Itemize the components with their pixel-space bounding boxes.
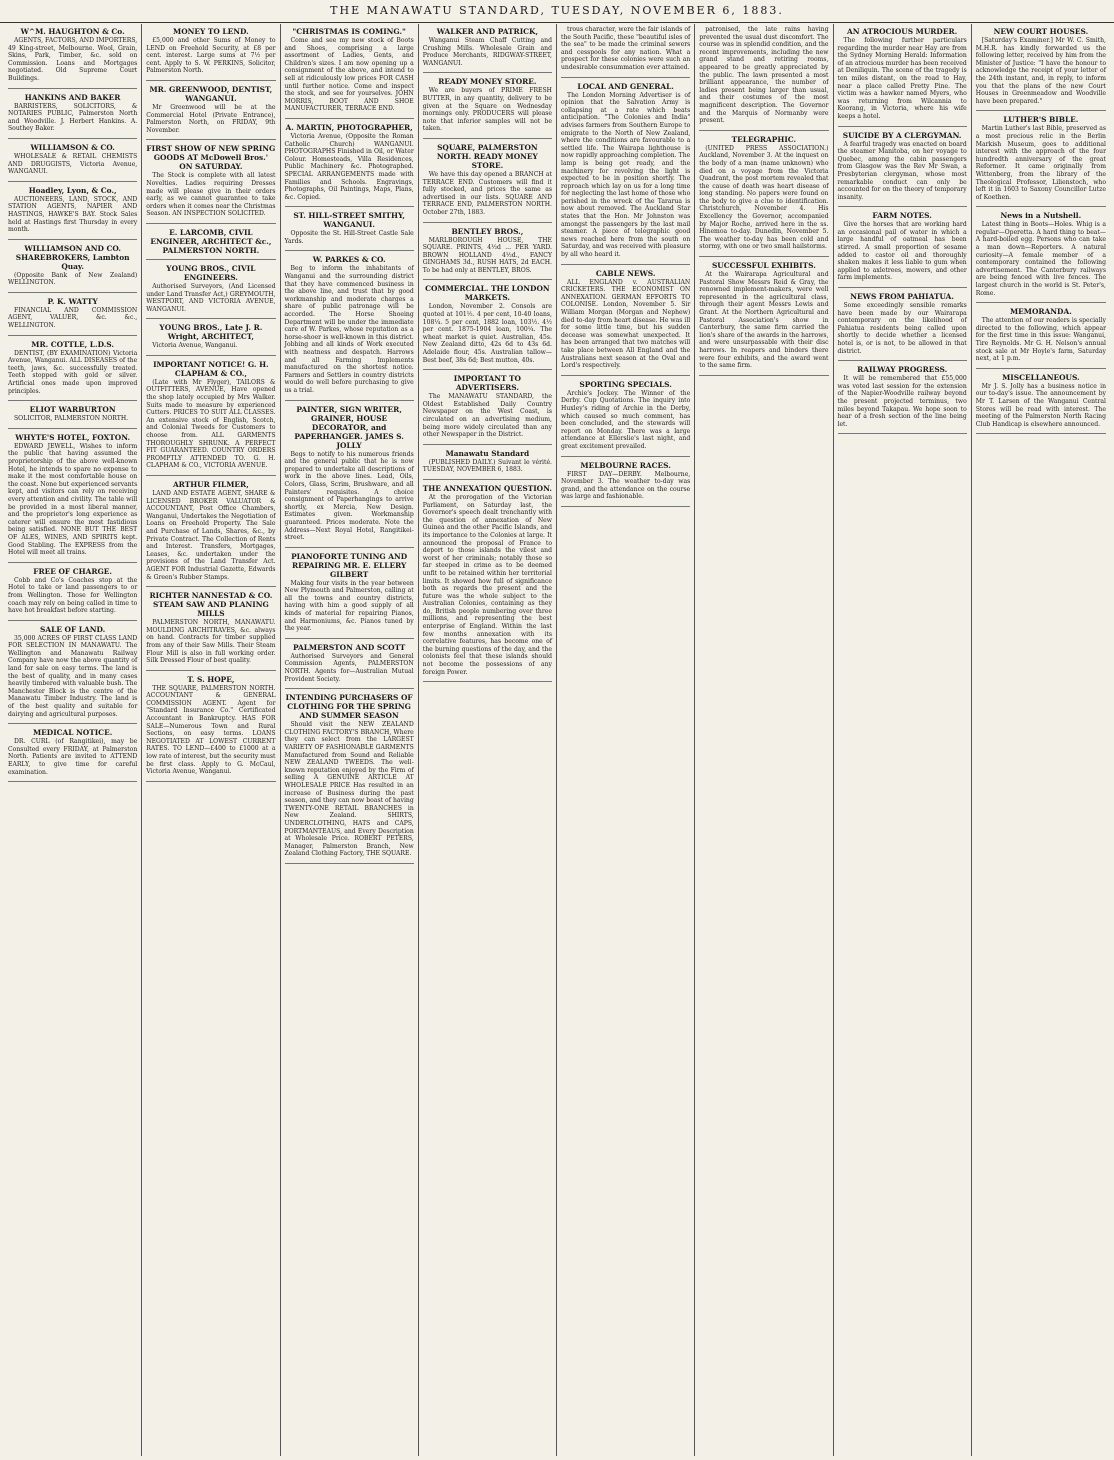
- newspaper-columns: [4, 24, 1110, 1456]
- article-heading: W^M. HAUGHTON & Co.: [20, 27, 125, 36]
- column-7: [834, 24, 972, 1456]
- article-block: [8, 27, 137, 89]
- article-heading: News in a Nutshell.: [1000, 211, 1082, 221]
- article-block: [146, 85, 275, 140]
- article-body: AUCTIONEERS, LAND, STOCK, AND STATION AGENTS, NAPIER AND HASTINGS, HAWKE'S BAY. Stock Sales held at Hastings first Thursday in every month.: [8, 195, 138, 234]
- article-body: WHOLESALE & RETAIL CHEMISTS AND DRUGGISTS, Victoria Avenue, WANGANUI.: [8, 152, 138, 176]
- article-body: [Saturday's Examiner.] Mr W. C. Smith, M.H.R. has kindly forwarded us the following letter, received by him from the Minister of Justice: "I have the honour to acknowledge the receipt of your letter of the 24th instant, and, in reply, to inform you that the plans of the new Court Houses in Greenmeadow and Woodville have been prepared.": [975, 37, 1106, 105]
- article-heading: WALKER AND PATRICK,: [436, 27, 539, 36]
- article-block: [8, 186, 137, 240]
- article-body: Some exceedingly sensible remarks have been made by our Wairarapa contemporary on the likelihood of Pahiatua residents being called upon shortly to decide whether a licensed hotel is, or is not, to be allowed in that district.: [837, 302, 967, 355]
- article-body: The attention of our readers is specially directed to the following, which appear for the first time in this issue: Wanganui, Tire Reynolds. Mr G. H. Nelson's annual stock sale at Mr Hoyle's farm, Saturday next, at 1 p.m.: [975, 317, 1106, 363]
- article-block: [8, 567, 137, 621]
- article-body: Give the horses that are working hard an occasional pail of water in which a large handful of oatmeal has been stirred. A small proportion of sesame added to castor oil and thoroughly shaken makes it less liable to gum when applied to axletrees, mowers, and other farm implements.: [837, 221, 967, 282]
- article-heading: T. S. HOPE,: [187, 674, 235, 684]
- article-block: [838, 27, 967, 127]
- article-heading: WHYTE'S HOTEL, FOXTON.: [15, 432, 131, 442]
- article-heading: BENTLEY BROS.,: [451, 226, 524, 236]
- article-body: The London Morning Advertiser is of opinion that the Salvation Army is collapsing at a rate which beats anticipation. "The Colonies and India" advises farmers from Southern Europe to emigrate to the North of New Zealand, where the conditions are favourable to a settled life. The Wairapa lighthouse is now rapidly approaching completion. The lamp is being got ready, and the machinery for revolving the light is expected to be in position shortly. The reproach which lay on us for a long time for neglecting the last home of those who perished in the wreck of the Tararua is now about removed. The Auckland Star states that the Hon. Mr Johnston was amongst the passengers by the last mail steamer. A piece of telegraphic good news reached here from the south on Saturday, and was received with pleasure by all who heard it.: [561, 91, 691, 259]
- article-heading: SQUARE, PALMERSTON NORTH. READY MONEY STORE.: [436, 142, 538, 170]
- article-heading: WILLIAMSON & CO.: [30, 142, 115, 152]
- article-body: (PUBLISHED DAILY.) Suivant le vérité. TUESDAY, NOVEMBER 6, 1883.: [422, 458, 552, 474]
- article-heading: COMMERCIAL. THE LONDON MARKETS.: [425, 284, 550, 303]
- article-block: [423, 27, 552, 73]
- article-body: ALL ENGLAND v. AUSTRALIAN CRICKETERS. THE ECONOMIST ON ANNEXATION. GERMAN EFFORTS TO COLONISE. London, November 5. Sir William Morgan (Morgan and Nephew) died to-day from heart disease. He was ill for some little time, but his sudden decease was somewhat unexpected. It has been arranged that two matches will take place between All England and the Australians next season at the Oval and Lord's respectively.: [561, 278, 691, 370]
- article-body: DR. CURL (of Rangitikei), may be Consulted every FRIDAY, at Palmerston North. Patients are invited to ATTEND EARLY, to give time for careful examination.: [8, 738, 138, 776]
- article-heading: MEMORANDA.: [1009, 307, 1072, 317]
- article-block: [423, 284, 552, 370]
- article-block: [8, 93, 137, 139]
- article-heading: YOUNG BROS., Late J. R. Wright, ARCHITECT,: [159, 323, 263, 342]
- article-heading: WILLIAMSON AND CO. SHAREBROKERS, Lambton Quay.: [15, 243, 130, 271]
- article-body: (UNITED PRESS ASSOCIATION.) Auckland, November 3. At the inquest on the body of a man (name unknown) who died on a voyage from the Victoria Quadrant, the post mortem revealed that the cause of death was heart disease of long standing. No papers were found on the body to give a clue to identification. Christchurch, November 4. His Excellency the Governor, accompanied by Major Roche, arrived here in the ss. Hinemoa to-day. Dunedin, November 5. The weather to-day has been cold and stormy, with one or two small hailstorms.: [699, 144, 829, 251]
- article-body: BARRISTERS, SOLICITORS, & NOTARIES PUBLIC, Palmerston North and Woodville. J. Herbert Hankins. A. Southey Baker.: [8, 102, 138, 133]
- article-heading: P. K. WATTY: [47, 296, 98, 306]
- column-4: [419, 24, 557, 1456]
- article-heading: NEW COURT HOUSES.: [993, 27, 1089, 36]
- article-heading: RICHTER NANNESTAD & CO. STEAM SAW AND PLANING MILLS: [149, 591, 273, 619]
- article-block: [976, 27, 1106, 111]
- article-body: Mr Greenwood will be at the Commercial Hotel (Private Entrance), Palmerston North, on FRIDAY, 9th November.: [146, 103, 276, 134]
- article-block: [8, 297, 137, 336]
- article-body: London, November 2. Consols are quoted at 101½. 4 per cent, 10-40 loans, 108¼. 5 per cent, 1882 loan, 103½. 4½ per cent. 1875-1904 loan, 100¼. The wheat market is quiet. Australian, 45s. New Zealand ditto, 42s 6d to 43s 6d. Adelaide flour, 45s. Australian tallow—Best beef, 38s 6d; Best mutton, 40s.: [422, 303, 552, 364]
- article-heading: LUTHER'S BIBLE.: [1003, 115, 1079, 125]
- article-heading: W. PARKES & CO.: [312, 255, 386, 265]
- article-block: [561, 461, 690, 507]
- article-body: Beg to inform the inhabitants of Wanganui and the surrounding district that they have commenced business in the above line, and trust that by good workmanship and moderate charges a share of public patronage will be accorded. The Horse Shoeing Department will be under the immediate care of W. Parkes, whose reputation as a horse-shoer is well-known in this district. Jobbing and all kinds of Work executed with neatness and despatch. Harrows and all Farming Implements manufactured on the shortest notice. Farmers and Settlers in country districts would do well before purchasing to give us a trial.: [284, 265, 414, 394]
- article-heading: Manawatu Standard: [445, 448, 530, 458]
- article-heading: INTENDING PURCHASERS OF CLOTHING FOR THE SPRING AND SUMMER SEASON: [285, 693, 413, 721]
- article-block: [8, 143, 137, 182]
- article-body: The following further particulars regarding the murder near Hay are from the Sydney Morning Herald: Information of an atrocious murder has been received at Deniliquin. The scene of the tragedy is ten miles distant, on the road to Hay, near a place called Pretty Pine. The victim was a hawker named Myers, who was returning from Wilcannia to Koorang, in Victoria, where his wife keeps a hotel.: [837, 37, 967, 120]
- article-body: Mr J. S. Jolly has a business notice in our to-day's issue. The announcement by Mr T. Larsen of the Wanganui Central Stores will be read with interest. The meeting of the Palmerston North Racing Club Handicap is elsewhere announced.: [975, 382, 1106, 428]
- article-heading: ST. HILL-STREET SMITHY, WANGANUI.: [293, 211, 405, 230]
- article-block: [8, 340, 137, 402]
- masthead: THE MANAWATU STANDARD, TUESDAY, NOVEMBER 6, 1883.: [0, 0, 1114, 23]
- article-block: [8, 625, 137, 725]
- column-2: [142, 24, 280, 1456]
- article-block: [146, 27, 275, 81]
- article-heading: SUICIDE BY A CLERGYMAN.: [842, 130, 962, 140]
- article-heading: PAINTER, SIGN WRITER, GRAINER, HOUSE DECORATOR, and PAPERHANGER. JAMES S. JOLLY: [294, 404, 404, 450]
- article-heading: PALMERSTON AND SCOTT: [292, 642, 406, 652]
- article-block: [285, 552, 414, 639]
- article-block: [699, 135, 828, 257]
- article-heading: E. LARCOMB, CIVIL ENGINEER, ARCHITECT &c., PALMERSTON NORTH.: [150, 227, 272, 255]
- article-heading: "CHRISTMAS IS COMING.": [292, 27, 406, 36]
- article-body: trous character, were the fair islands of the South Pacific, these "beautiful isles of the sea" to be made the criminal sewers and cesspools for any nation. What a prospect for these colonies were such an undesirable consummation ever attained.: [561, 26, 691, 71]
- article-body: Should visit the NEW ZEALAND CLOTHING FACTORY'S BRANCH, Where they can select from the LARGEST VARIETY OF FASHIONABLE GARMENTS Manufactured from Sound and Reliable NEW ZEALAND TWEEDS. The well-known reputation enjoyed by the Firm of selling A GENUINE ARTICLE AT WHOLESALE PRICE Has resulted in an increase of Business during the past season, and they can now boast of having TWENTY-ONE RETAIL BRANCHES in New Zealand. SHIRTS, UNDERCLOTHING, HATS and CAPS, PORTMANTEAUS, and Every Description at Wholesale Price. ROBERT PETERS, Manager, Palmerston Branch, New Zealand Clothing Factory, THE SQUARE.: [284, 721, 414, 858]
- article-block: [838, 292, 967, 361]
- article-body: Making four visits in the year between New Plymouth and Palmerston, calling at all the towns and country districts, having with him a good supply of all kinds of material for repairing Pianos, and Harmoniums, &c. Pianos tuned by the year.: [284, 579, 414, 633]
- article-block: [8, 728, 137, 782]
- article-block: [838, 365, 967, 434]
- article-body: PALMERSTON NORTH, MANAWATU. MOULDING ARCHITRAVES, &c. always on hand. Contracts for timber supplied from any of their Saw Mills. Their Steam Flour Mill is also in full working order. Silk Dressed Flour of best quality.: [146, 619, 276, 665]
- article-block: [561, 380, 690, 457]
- article-body: THE SQUARE, PALMERSTON NORTH. ACCOUNTANT & GENERAL COMMISSION AGENT. Agent for "Standard Insurance Co." Certificated Accountant in Bankruptcy. HAS FOR SALE—Numerous Town and Rural Sections, on easy terms. LOANS NEGOTIATED AT LOWEST CURRENT RATES. TO LEND—£400 to £1000 at a low rate of interest, but the security must be first class. Apply to G. McCaul, Victoria Avenue, Wanganui.: [146, 684, 276, 776]
- article-heading: IMPORTANT NOTICE! G. H. CLAPHAM & CO.,: [153, 359, 269, 378]
- article-block: [146, 144, 275, 224]
- article-body: At the Wairarapa Agricultural and Pastoral Show Messrs Reid & Gray, the renowned implement-makers, were well represented in the agricultural class, through their agent Messrs Lewis and Grant. At the Northern Agricultural and Pastoral Association's show in Canterbury, the same firm carried the lion's share of the awards in the harrows, and were unsurpassable with their disc harrows. In reapers and binders there were four exhibits, and the award went to the same firm.: [699, 271, 829, 370]
- article-block: [561, 82, 690, 265]
- article-block: [423, 227, 552, 281]
- article-body: FIRST DAY—DERBY. Melbourne, November 3. The weather to-day was grand, and the attendance on the course was large and fashionable.: [561, 470, 691, 501]
- article-body: Latest thing in Boots—Holes. Whig is a regular—Operetta. A hard thing to beat—A hard-boiled egg. Persons who can take a man down—Reporters. A natural curiosity—A female member of a contemporary contained the following advertisement. The Canterbury railways are being fenced with live fences. The largest church in the world is St. Peter's, Rome.: [975, 221, 1106, 297]
- article-block: [146, 360, 275, 476]
- article-block: [976, 307, 1106, 369]
- article-block: [285, 123, 414, 207]
- article-heading: IMPORTANT TO ADVERTISERS.: [453, 374, 521, 393]
- article-body: We are buyers of PRIME FRESH BUTTER, in any quantity, delivery to be given at the Square on Wednesday mornings only. PRODUCERS will please note that inferior samples will not be taken.: [422, 87, 552, 133]
- article-body: £5,000 and other Sums of Money to LEND on Freehold Security, at £8 per cent. interest. Large sums at 7½ per cent. Apply to S. W. PERKINS, Solicitor, Palmerston North.: [146, 37, 276, 75]
- article-heading: LOCAL AND GENERAL.: [577, 81, 674, 91]
- article-block: [285, 405, 414, 548]
- article-body: patronised, the late rains having prevented the usual dust discomfort. The course was in splendid condition, and the recent improvements, including the new grand stand and retiring rooms, appeared to be greatly appreciated by the public. The lawn presented a most brilliant appearance, the number of ladies present being larger than usual, and their costumes of the most magnificent description. The Governor and the Marquis of Normanby were present.: [699, 26, 829, 125]
- article-heading: MISCELLANEOUS.: [1002, 372, 1080, 382]
- article-block: [561, 26, 690, 78]
- article-heading: AN ATROCIOUS MURDER.: [847, 27, 958, 36]
- article-block: [838, 211, 967, 288]
- article-block: [423, 449, 552, 480]
- article-body: SOLICITOR, PALMERSTON NORTH.: [14, 415, 129, 423]
- article-block: [146, 264, 275, 319]
- article-block: [285, 255, 414, 400]
- article-body: Cobb and Co's Coaches stop at the Hotel to take or land passengers to or from Wellington. Those for Wellington coach may rely on being called in time to have hot breakfast before starting.: [8, 576, 138, 615]
- article-heading: CABLE NEWS.: [595, 268, 656, 278]
- article-block: [976, 115, 1106, 207]
- article-block: [8, 244, 137, 293]
- article-block: [146, 228, 275, 260]
- article-heading: TELEGRAPHIC.: [731, 134, 797, 144]
- article-heading: MEDICAL NOTICE.: [32, 728, 113, 738]
- article-heading: ARTHUR FILMER,: [172, 480, 249, 489]
- article-body: Wanganui Steam Chaff Cutting and Crushing Mills. Wholesale Grain and Produce Merchants, RIDGWAY-STREET, WANGANUI.: [422, 37, 552, 67]
- article-heading: A. MARTIN, PHOTOGRAPHER,: [285, 122, 413, 132]
- article-block: [146, 591, 275, 671]
- article-heading: YOUNG BROS., CIVIL ENGINEERS.: [166, 263, 256, 282]
- article-body: Authorised Surveyors and General Commission Agents, PALMERSTON NORTH. Agents for—Australian Mutual Provident Society.: [284, 652, 414, 683]
- article-heading: MR. GREENWOOD, DENTIST, WANGANUI.: [149, 84, 273, 103]
- article-heading: SUCCESSFUL EXHIBITS.: [711, 261, 816, 271]
- article-heading: PIANOFORTE TUNING AND REPAIRING MR. E. ELLERY GILBERT: [291, 551, 408, 579]
- article-block: [699, 26, 828, 131]
- article-body: EDWARD JEWELL, Wishes to inform the public that having assumed the proprietorship of the above well-known Hotel, he intends to spare no expense to make it the most comfortable house on the coast. None but experienced servants kept, and visitors can rely on receiving every attention and civility. The table will be provided in a most liberal manner, and the proprietor's long experience as caterer will ensure the most fastidious being satisfied. NONE BUT THE BEST OF ALES, WINES, AND SPIRITS kept. Good Stabling. The EXPRESS from the Hotel will meet all trains.: [8, 442, 138, 557]
- article-body: 35,000 ACRES OF FIRST CLASS LAND FOR SELECTION IN MANAWATU. The Wellington and Manawatu Railway Company have now the above quantity of land for sale on easy terms. The land is the best of quality, and in many cases heavily timbered with valuable bush. The Manchester Block is the centre of the Manawatu Timber Industry. The land is of the best quality and suitable for dairying and agricultural purposes.: [8, 634, 138, 718]
- article-block: [561, 269, 690, 376]
- article-body: We have this day opened a BRANCH at TERRACE END. Customers will find it fully stocked, and prices the same as advertised in our lists. SQUARE AND TERRACE END, PALMERSTON NORTH. October 27th, 1883.: [422, 170, 552, 216]
- article-block: [146, 323, 275, 356]
- article-body: LAND AND ESTATE AGENT, SHARE & LICENSED BROKER VALUATOR & ACCOUNTANT, Post Office Chambers, Wanganui, Undertakes the Negotiation of Loans on Freehold Property. The Sale and Purchase of Lands, Shares, &c., by Private Contract. The Collection of Rents and Interest. Transfers, Mortgages, Leases, &c. undertaken under the provisions of the Land Transfer Act. AGENT FOR Industrial Gazette, Edwards & Green's Rubber Stamps.: [146, 490, 276, 581]
- article-heading: SPORTING SPECIALS.: [579, 379, 672, 389]
- article-block: [423, 143, 552, 223]
- column-5: [557, 24, 695, 1456]
- article-body: MARLBOROUGH HOUSE, THE SQUARE. PRINTS, 4½d ... PER YARD. BROWN HOLLAND 4½d., FANCY GINGHAMS 3d., RUSH HATS, 2d EACH. To be had only at BENTLEY, BROS.: [422, 236, 552, 274]
- article-block: [285, 693, 414, 864]
- column-1: [4, 24, 142, 1456]
- column-3: [281, 24, 419, 1456]
- article-body: It will be remembered that £55,000 was voted last session for the extension of the Napier-Woodville railway beyond the present projected terminus, two miles beyond Takapau. We hope soon to hear of a fresh section of the line being let.: [837, 375, 967, 428]
- article-heading: ELIOT WARBURTON: [29, 405, 116, 415]
- article-body: The Stock is complete with all latest Novelties. Ladies requiring Dresses made will please give in their orders early, as we cannot guarantee to take orders when it comes near the Christmas Season. AN INSPECTION SOLICITED.: [146, 172, 276, 218]
- article-heading: THE ANNEXATION QUESTION.: [422, 483, 552, 493]
- article-body: DENTIST, (BY EXAMINATION) Victoria Avenue, Wanganui. ALL DISEASES of the teeth, jaws, &c. successfully treated. Teeth stopped with gold or silver. Artificial ones made upon improved principles.: [8, 349, 138, 395]
- article-heading: Hoadley, Lyon, & Co.,: [28, 185, 117, 195]
- article-body: Martin Luther's last Bible, preserved as a most precious relic in the Berlin Markish Museum, goes to additional interest with the approach of the four hundredth anniversary of the great Reformer. It came originally from Wittenberg, from the library of the Theological Professor, Lilienstoch, who left it in 1603 to Saxony Councillor Lutze of Koethen.: [975, 125, 1106, 201]
- article-body: (Late with Mr Flyger), TAILORS & OUTFITTERS, AVENUE, Have opened the shop lately occupied by Mrs Walker. Suits made to measure by experienced Cutters. PRICES TO SUIT ALL CLASSES. An extensive stock of English, Scotch, and Colonial Tweeds for Customers to choose from. ALL GARMENTS THOROUGHLY SHRUNK. A PERFECT FIT GUARANTEED. COUNTRY ORDERS PROMPTLY ATTENDED TO. G. H. CLAPHAM & CO., VICTORIA AVENUE.: [146, 378, 276, 470]
- article-block: [423, 374, 552, 445]
- article-block: [146, 480, 275, 587]
- column-8: [972, 24, 1110, 1456]
- column-6: [695, 24, 833, 1456]
- article-block: [8, 433, 137, 563]
- article-body: (Opposite Bank of New Zealand) WELLINGTON.: [8, 271, 138, 287]
- article-block: [285, 643, 414, 689]
- article-body: At the prorogation of the Victorian Parliament, on Saturday last, the Governor's speech dealt trenchantly with the question of annexation of New Guinea and the other Pacific Islands, and its importance to the Colonies at large. It announced the proposal of France to deport to those islands the vilest and worst of her criminals; notably those so far steeped in crime as to be deemed unfit to be retained within her territorial limits. It showed how full of significance both as regards the present and the future was the whole subject to the Australian Colonies, containing as they do, British people numbering over three millions, and representing the best enterprise of England. Within the last few months annexation with its correlative features, has become one of the burning questions of the day, and the colonists feel that these islands should not become the possessions of any foreign Power.: [422, 493, 552, 676]
- article-body: Archie's Jockey. The Winner of the Derby. Cup Quotations. The inquiry into Huxley's riding of Archie in the Derby, which caused so much comment, has been concluded, and the stewards will report on Monday. There was a large attendance at Ellerslie's last night, and great excitement prevailed.: [561, 389, 691, 450]
- article-body: Victoria Avenue, Wanganui.: [152, 342, 238, 350]
- article-block: [976, 211, 1106, 303]
- article-heading: MONEY TO LEND.: [173, 27, 249, 36]
- article-body: Authorised Surveyors, (And Licensed under Land Transfer Act,) GREYMOUTH, WESTPORT, AND VICTORIA AVENUE, WANGANUI.: [146, 282, 276, 313]
- article-body: A fearful tragedy was enacted on board the steamer Manitoba, on her voyage to Quebec, among the cabin passengers from Glasgow was the Rev Mr Swan, a Presbyterian clergyman, whose most remarkable conduct can only be accounted for on the theory of temporary insanity.: [837, 140, 967, 201]
- article-body: Victoria Avenue, (Opposite the Roman Catholic Church) WANGANUI. PHOTOGRAPHS Finished in Oil, or Water Colour. Homesteads, Villa Residences, Public Machinery &c. Photographed. SPECIAL ARRANGEMENTS made with Families and Schools. Engravings, Photographs, Oil Paintings, Maps, Plans, &c. Copied.: [284, 132, 414, 201]
- article-block: [976, 373, 1106, 435]
- article-body: Come and see my new stock of Boots and Shoes, comprising a large assortment of Ladies, Gents, and Children's sizes. I am now opening up a consignment of the above, and intend to sell at ridiculously low prices FOR CASH until further notice. Come and inspect the stock, and see for yourselves. JOHN MORRIS, BOOT AND SHOE MANUFACTURER, TERRACE END.: [284, 37, 414, 113]
- article-body: Begs to notify to his numerous friends and the general public that he is now prepared to undertake all descriptions of work in the above lines. Lead, Oils, Colors, Glass, Scrim, Brushware, and all Painters' requisites. A choice consignment of Paperhangings to arrive shortly, ex Mercia, New Design. Estimates given. Workmanship guaranteed. Prices moderate. Note the Address—Next Royal Hotel, Rangitikei-street.: [284, 450, 414, 542]
- article-heading: MELBOURNE RACES.: [580, 460, 671, 470]
- article-heading: FARM NOTES.: [872, 211, 932, 221]
- article-heading: HANKINS AND BAKER: [24, 92, 121, 102]
- article-heading: RAILWAY PROGRESS.: [857, 365, 948, 375]
- article-heading: READY MONEY STORE.: [438, 77, 537, 87]
- article-heading: NEWS FROM PAHIATUA.: [850, 292, 954, 302]
- article-block: [285, 27, 414, 119]
- article-block: [8, 405, 137, 429]
- article-body: The MANAWATU STANDARD, the Oldest Established Daily Country Newspaper on the West Coast, is circulated on an advertising medium, being more widely circulated than any other Newspaper in the District.: [422, 393, 552, 439]
- article-block: [423, 77, 552, 139]
- article-block: [838, 131, 967, 208]
- article-heading: FIRST SHOW OF NEW SPRING GOODS AT McDowell Bros.' ON SATURDAY.: [146, 144, 276, 172]
- article-body: Opposite the St. Hill-Street Castle Sale Yards.: [284, 230, 414, 245]
- article-body: FINANCIAL AND COMMISSION AGENT, VALUER, &c. &c., WELLINGTON.: [8, 306, 138, 330]
- article-block: [699, 261, 828, 376]
- article-block: [146, 675, 275, 782]
- article-heading: MR. COTTLE, L.D.S.: [31, 339, 114, 349]
- article-block: [285, 211, 414, 251]
- article-block: [423, 484, 552, 682]
- article-heading: SALE OF LAND.: [40, 624, 106, 634]
- article-heading: FREE OF CHARGE.: [33, 566, 112, 576]
- article-body: AGENTS, FACTORS, AND IMPORTERS, 49 King-street, Melbourne. Wool, Grain, Skins, Park, Timber, &c. sold on Commission. Loans and Mortgages negotiated. Old Supreme Court Buildings.: [8, 37, 138, 82]
